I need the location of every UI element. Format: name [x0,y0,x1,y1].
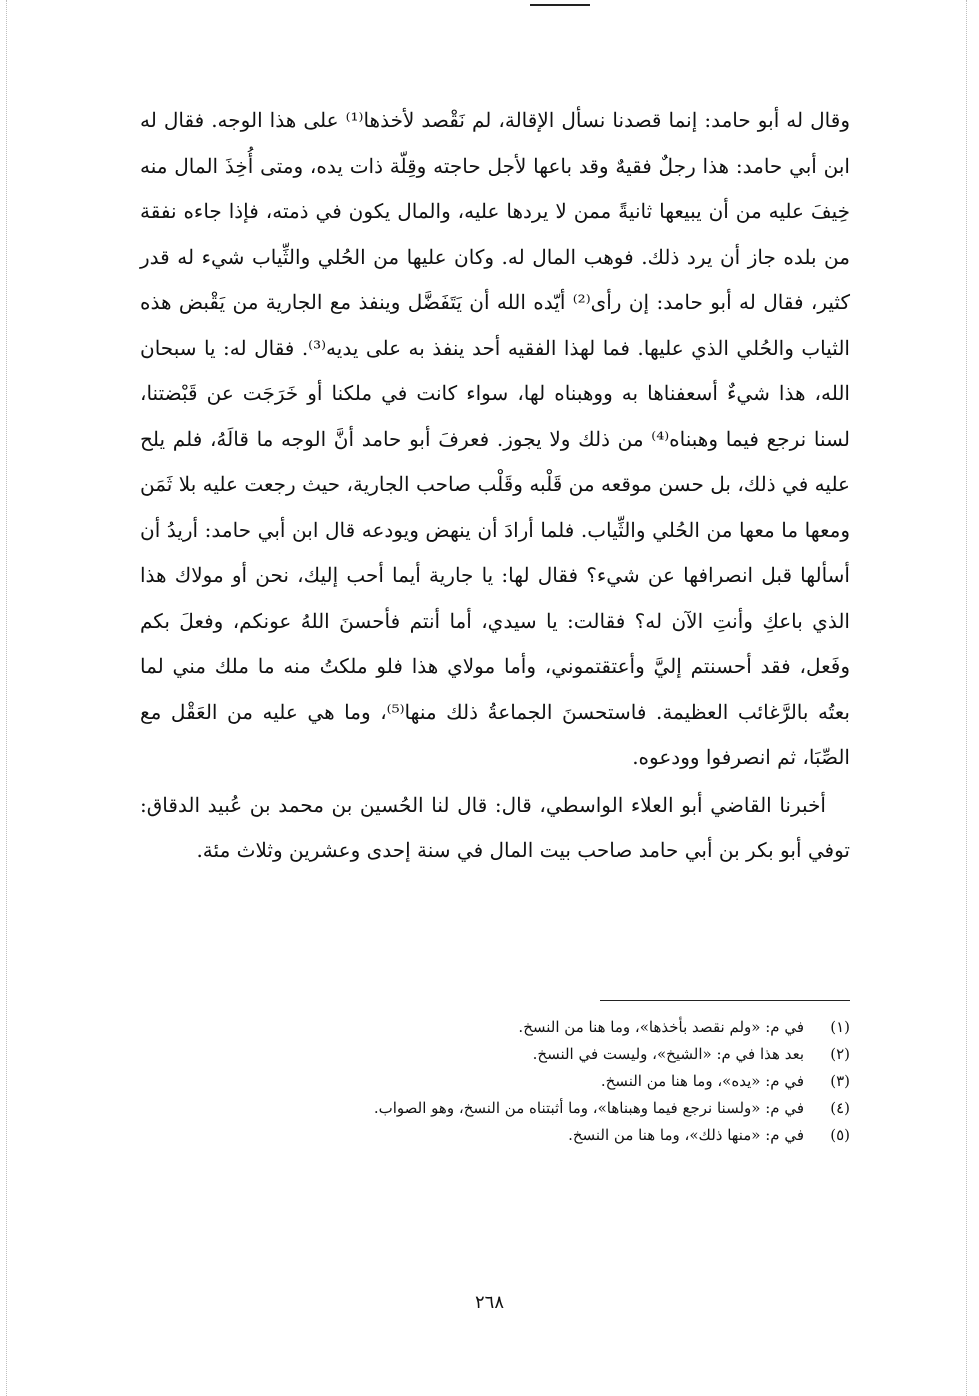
footnote-number: (٥) [830,1126,850,1144]
footnote-text: بعد هذا في م: «الشيخ»، وليست في النسخ. [532,1045,804,1063]
scan-edge-right [966,0,967,1396]
main-text [140,98,850,874]
footnote-3 [140,1068,850,1095]
footnote-text: في م: «ولم نقصد بأخذها»، وما هنا من النسخ. [518,1018,804,1036]
footnote-number: (٢) [830,1045,850,1063]
footnote-4 [140,1095,850,1122]
footnote-text: في م: «يده»، وما هنا من النسخ. [600,1072,804,1090]
footnote-number: (٣) [830,1072,850,1090]
paragraph-1: وقال له أبو حامد: إنما قصدنا نسأل الإقالة، لم نَقْصد لأخذها⁽¹⁾ على هذا الوجه. فقال له ابن أبي حامد: هذا رجلٌ فقيهٌ وقد باعها لأجل حاجته وقِلّة ذات يده، ومتى أُخِذَ المال منه خِيفَ عليه من أن يبيعها ثانيةً ممن لا يردها عليه، والمال يكون في ذمته، فإذا جاءه نفقة من بلده جاز أن يرد ذلك. فوهب المال له. وكان عليها من الحُلي والثِّياب شيء له قدر كثير، فقال له أبو حامد: إن رأى⁽²⁾ أيّده الله أن يَتَفَضَّل وينفذ مع الجارية من يَقْبض هذه الثياب والحُلي الذي عليها. فما لهذا الفقيه أحد ينفذ به على يديه⁽³⁾. فقال له: يا سبحان الله، هذا شيءٌ أسعفناها به ووهبناه لها، سواء كانت في ملكنا أو خَرَجَت عن قَبْضتنا، لسنا نرجع فيما وهبناه⁽⁴⁾ من ذلك ولا يجوز. فعرفَ أبو حامد أنَّ الوجه ما قالَهُ، فلم يلح عليه في ذلك، بل حسن موقعه من قَلْبه وقَلْب صاحب الجارية، حيث رجعت عليه بلا ثَمَن ومعها ما معها من الحُلي والثِّياب. فلما أرادَ أن ينهض ويودعه قال ابن أبي حامد: أريدُ أن أسألها قبل انصرافها عن شيء؟ فقال لها: يا جارية أيما أحب إليك، نحن أو مولاك هذا الذي باعكِ وأنتِ الآن له؟ فقالت: يا سيدي، أما أنتم فأحسنَ اللهُ عونكم، وفعلَ بكم وفَعل، فقد أحسنتم إليَّ وأعتقتموني، وأما مولاي هذا فلو ملكتُ منه ما ملك مني لما بعتُه بالرَّغائب العظيمة. فاستحسنَ الجماعةُ ذلك منها⁽⁵⁾، وما هي عليه من العَقْل مع الصِّبَا، ثم انصرفوا وودعوه. [140,108,850,769]
page-number: ٢٦٨ [474,1292,504,1313]
footnote-1 [140,1014,850,1041]
footnote-5 [140,1122,850,1149]
header-rule [530,4,590,6]
footnote-text: في م: «منها ذلك»، وما هنا من النسخ. [568,1126,804,1144]
footnote-number: (٤) [830,1099,850,1117]
footnote-separator [600,1000,850,1001]
footnote-text: في م: «ولسنا نرجع فيما وهبناها»، وما أثبتناه من النسخ، وهو الصواب. [373,1099,804,1117]
scan-edge-left [6,0,7,1396]
paragraph-2: أخبرنا القاضي أبو العلاء الواسطي، قال: قال لنا الحُسين بن محمد بن عُبيد الدقاق: توفي أبو بكر بن أبي حامد صاحب بيت المال في سنة إحدى وعشرين وثلاث مئة. [140,792,850,862]
footnote-2 [140,1041,850,1068]
footnote-number: (١) [830,1018,850,1036]
footnotes [140,1014,850,1149]
